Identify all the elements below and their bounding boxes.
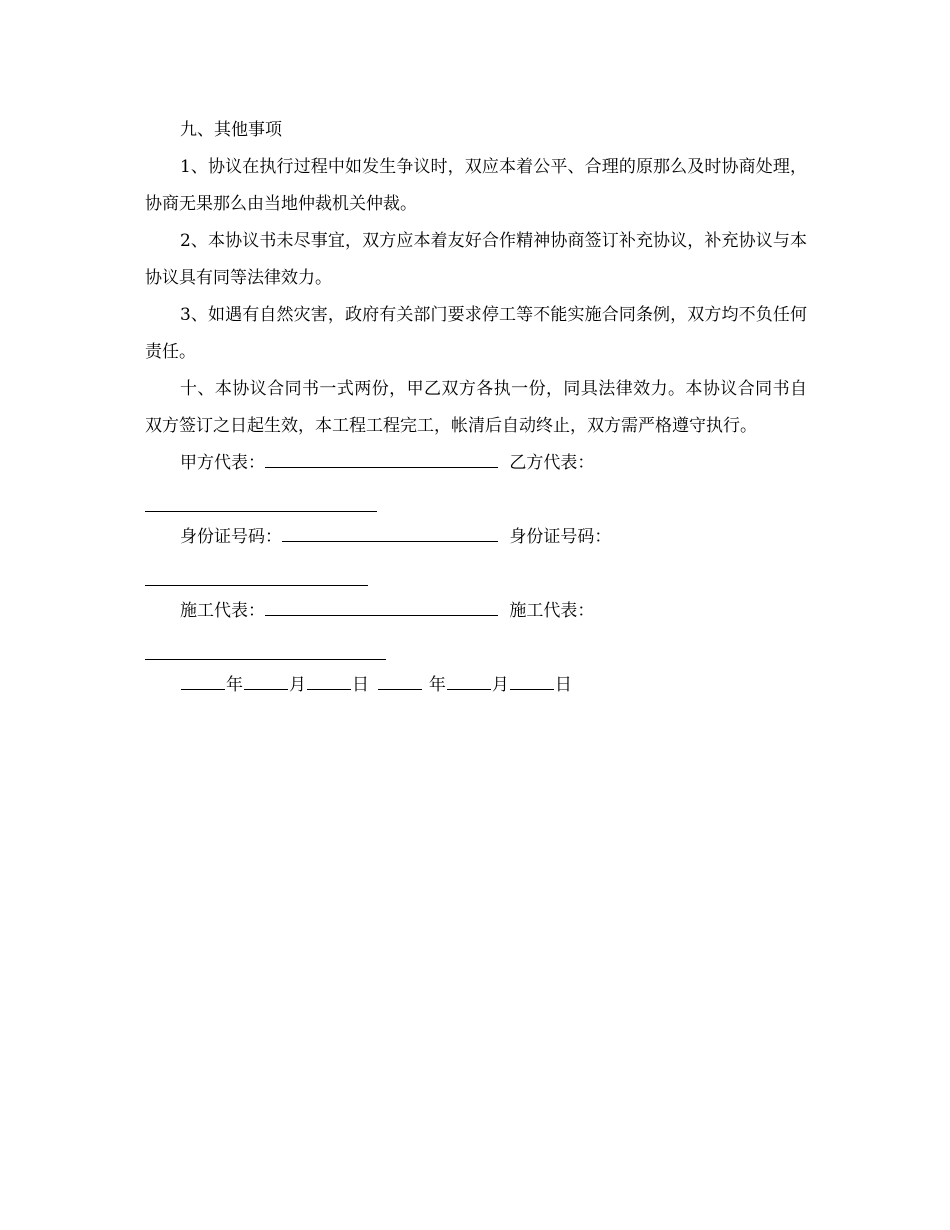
date-row	[145, 667, 807, 704]
construction-rep-a-blank[interactable]	[265, 614, 498, 616]
date-a-year-blank[interactable]	[181, 688, 225, 690]
party-a-rep-label: 甲方代表：	[180, 453, 265, 473]
party-b-rep-label: 乙方代表：	[509, 453, 595, 473]
date-b-day-label: 日	[554, 675, 572, 695]
party-a-rep-blank[interactable]	[265, 466, 498, 468]
date-b-year-blank[interactable]	[378, 688, 422, 690]
section-9-item-1: 1、协议在执行过程中如发生争议时，双应本着公平、合理的原那么及时协商处理，协商无果那么由当地仲裁机关仲裁。	[145, 157, 807, 214]
date-a-month-blank[interactable]	[244, 688, 288, 690]
construction-rep-b-label: 施工代表：	[509, 601, 595, 621]
date-a-day-label: 日	[352, 675, 369, 695]
section-9-item-2: 2、本协议书未尽事宜，双方应本着友好合作精神协商签订补充协议，补充协议与本协议具有同等法律效力。	[145, 231, 807, 288]
id-number-a-blank[interactable]	[282, 540, 498, 542]
date-b-month-label: 月	[491, 675, 509, 695]
construction-rep-b-line	[145, 630, 807, 667]
id-signature-row	[145, 519, 807, 556]
id-number-b-line	[145, 556, 807, 593]
section-9-heading: 九、其他事项	[180, 120, 282, 140]
construction-rep-b-blank[interactable]	[145, 658, 386, 660]
rep-signature-row	[145, 445, 807, 482]
date-a-day-blank[interactable]	[307, 688, 351, 690]
construction-signature-row	[145, 593, 807, 630]
date-b-month-blank[interactable]	[447, 688, 491, 690]
construction-rep-a-label: 施工代表：	[180, 601, 265, 621]
id-number-b-blank[interactable]	[145, 584, 368, 586]
id-number-a-label: 身份证号码：	[180, 527, 282, 547]
section-10-text: 十、本协议合同书一式两份，甲乙双方各执一份，同具法律效力。本协议合同书自双方签订之日起生效，本工程工程完工，帐清后自动终止，双方需严格遵守执行。	[145, 379, 807, 436]
date-b-day-blank[interactable]	[510, 688, 554, 690]
date-b-year-label: 年	[428, 675, 446, 695]
party-b-rep-line	[145, 482, 807, 519]
id-number-b-label: 身份证号码：	[509, 527, 612, 547]
section-9-item-3: 3、如遇有自然灾害，政府有关部门要求停工等不能实施合同条例，双方均不负任何责任。	[145, 305, 807, 362]
date-a-year-label: 年	[226, 675, 243, 695]
document-body	[145, 112, 807, 704]
party-b-rep-blank[interactable]	[145, 510, 377, 512]
date-a-month-label: 月	[289, 675, 306, 695]
